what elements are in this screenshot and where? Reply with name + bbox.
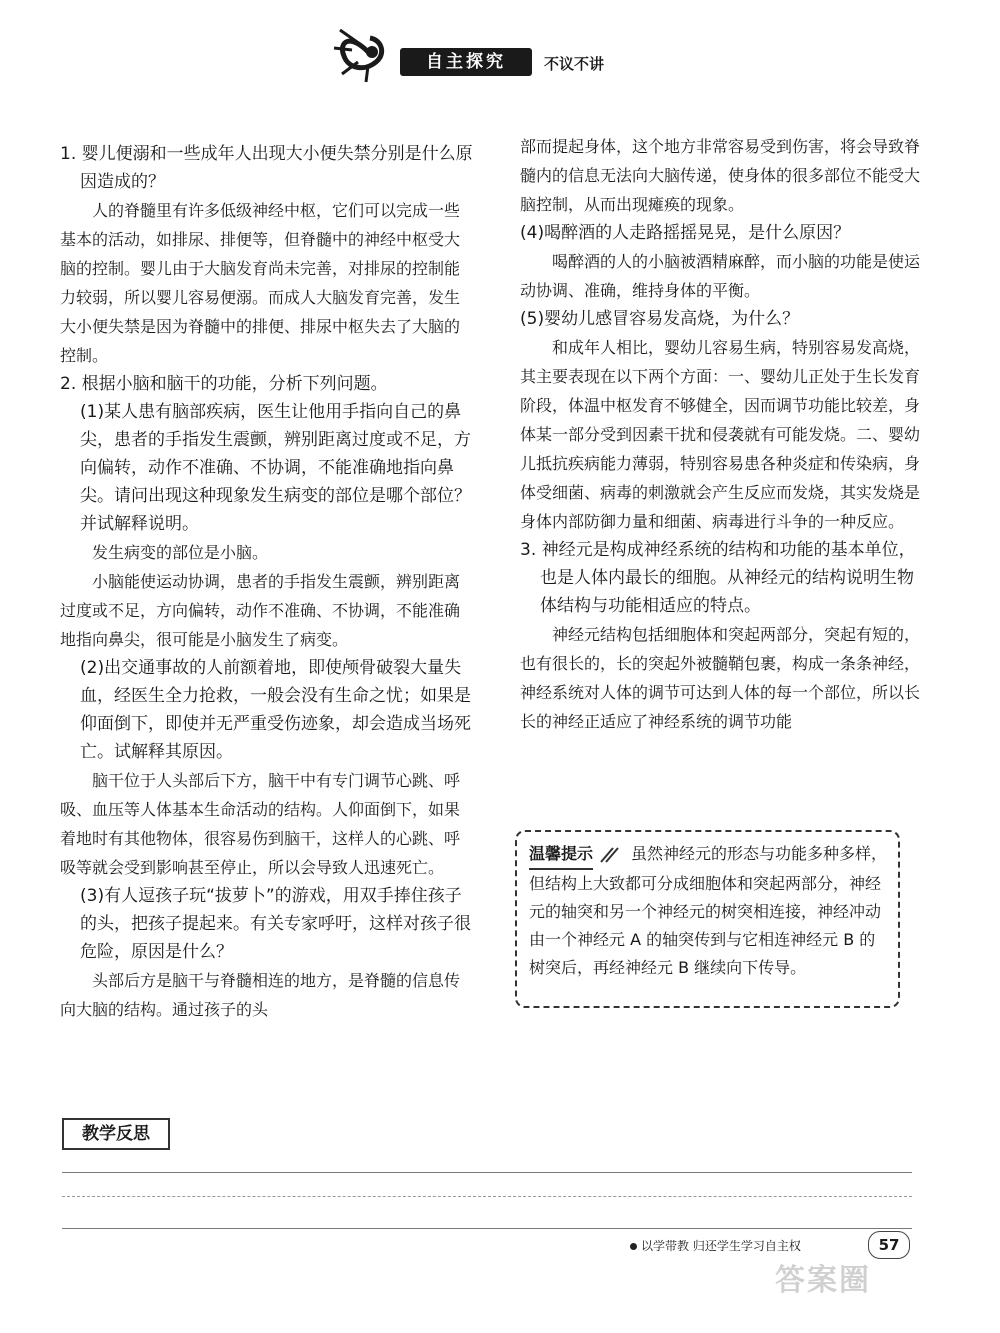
answer-2-2: 脑干位于人头部后下方，脑干中有专门调节心跳、呼吸、血压等人体基本生命活动的结构。人仰面倒下，如果着地时有其他物体，很容易伤到脑干，这样人的心跳、呼吸等就会受到影响甚至停止，所以会导致人迅速死亡。 — [60, 771, 461, 877]
reflection-line — [62, 1228, 912, 1229]
page-header — [330, 22, 660, 86]
swirl-logo-icon — [330, 22, 410, 86]
watermark: 答案圈 — [775, 1263, 871, 1298]
tip-label: 温馨提示 — [529, 840, 593, 870]
page-number: 57 — [868, 1231, 910, 1259]
answer-2-3: 头部后方是脑干与脊髓相连的地方，是脊髓的信息传向大脑的结构。通过孩子的头 — [60, 971, 461, 1019]
header-subtitle: 不议不讲 — [544, 55, 605, 73]
answer-3: 神经元结构包括细胞体和突起两部分，突起有短的，也有很长的，长的突起外被髓鞘包裹，构成一条条神经，神经系统对人体的调节可达到人体的每一个部位，所以长长的神经正适应了神经系统的调节功能 — [520, 625, 921, 731]
tip-text: 虽然神经元的形态与功能多种多样，但结构上大致都可分成细胞体和突起两部分，神经元的轴突和另一个神经元的树突相连接，神经冲动由一个神经元 A 的轴突传到与它相连神经元 B 的树突后，再经神经元 B 继续向下传导。 — [529, 844, 888, 977]
question-3: 3. 神经元是构成神经系统的结构和功能的基本单位，也是人体内最长的细胞。从神经元的结构说明生物体结构与功能相适应的特点。 — [520, 540, 916, 616]
answer-2-4: 喝醉酒的人的小脑被酒精麻醉，而小脑的功能是使运动协调、准确，维持身体的平衡。 — [520, 252, 921, 300]
right-column — [520, 132, 920, 736]
question-2-1: (1)某人患有脑部疾病，医生让他用手指向自己的鼻尖，患者的手指发生震颤，辨别距离过度或不足，方向偏转，动作不准确、不协调，不能准确地指向鼻尖。请问出现这种现象发生病变的部位是哪个部位？并试解释说明。 — [80, 402, 471, 534]
question-2-4: (4)喝醉酒的人走路摇摇晃晃，是什么原因？ — [520, 223, 851, 243]
reflection-label: 教学反思 — [62, 1118, 170, 1150]
question-2-5: (5)婴幼儿感冒容易发高烧，为什么？ — [520, 309, 800, 329]
answer-2-3-continued: 部而提起身体，这个地方非常容易受到伤害，将会导致脊髓内的信息无法向大脑传递，使身体的很多部位不能受大脑控制，从而出现瘫痪的现象。 — [520, 137, 921, 214]
answer-2-1-b: 小脑能使运动协调，患者的手指发生震颤，辨别距离过度或不足，方向偏转，动作不准确、不协调，不能准确地指向鼻尖，很可能是小脑发生了病变。 — [60, 572, 461, 649]
left-column — [60, 140, 475, 1024]
reflection-line — [62, 1172, 912, 1173]
question-2: 2. 根据小脑和脑干的功能，分析下列问题。 — [60, 374, 388, 394]
answer-2-1-a: 发生病变的部位是小脑。 — [92, 543, 269, 562]
pen-icon — [599, 846, 621, 864]
question-2-3: (3)有人逗孩子玩“拔萝卜”的游戏，用双手捧住孩子的头，把孩子提起来。有关专家呼吁，这样对孩子很危险，原因是什么？ — [80, 886, 471, 962]
answer-1: 人的脊髓里有许多低级神经中枢，它们可以完成一些基本的活动，如排尿、排便等，但脊髓中的神经中枢受大脑的控制。婴儿由于大脑发育尚未完善，对排尿的控制能力较弱，所以婴儿容易便溺。而成人大脑发育完善，发生大小便失禁是因为脊髓中的排便、排尿中枢失去了大脑的控制。 — [60, 201, 461, 365]
answer-2-5: 和成年人相比，婴幼儿容易生病，特别容易发高烧，其主要表现在以下两个方面：一、婴幼儿正处于生长发育阶段，体温中枢发育不够健全，因而调节功能比较差，身体某一部分受到因素干扰和侵袭就有可能发烧。二、婴幼儿抵抗疾病能力薄弱，特别容易患各种炎症和传染病，身体受细菌、病毒的刺激就会产生反应而发烧，其实发烧是身体内部防御力量和细菌、病毒进行斗争的一种反应。 — [520, 338, 921, 531]
header-title: 自主探究 — [400, 48, 532, 76]
footer-text: 以学带教 归还学生学习自主权 — [641, 1239, 801, 1253]
footer-slogan — [630, 1237, 801, 1254]
question-1: 1. 婴儿便溺和一些成年人出现大小便失禁分别是什么原因造成的？ — [60, 144, 473, 192]
tip-box — [515, 830, 900, 1008]
reflection-line — [62, 1196, 912, 1197]
bullet-icon — [630, 1243, 637, 1250]
question-2-2: (2)出交通事故的人前额着地，即使颅骨破裂大量失血，经医生全力抢救，一般会没有生命之忧；如果是仰面倒下，即使并无严重受伤迹象，却会造成当场死亡。试解释其原因。 — [80, 658, 471, 762]
